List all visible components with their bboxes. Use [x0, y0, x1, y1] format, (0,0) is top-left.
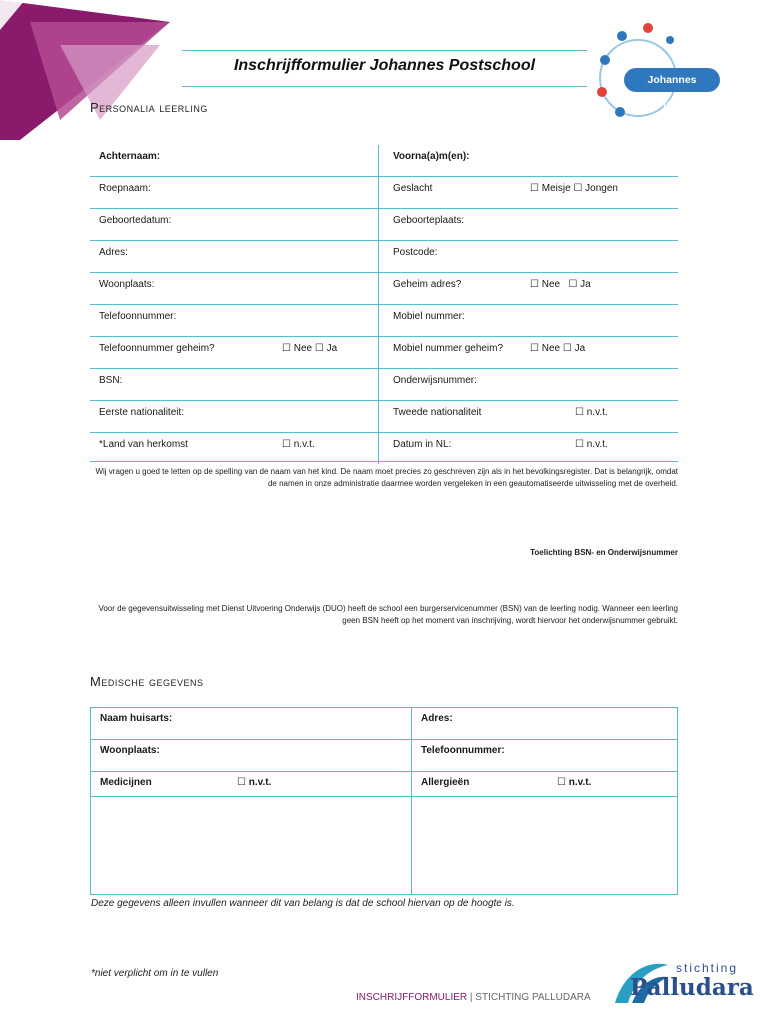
table-row[interactable]	[90, 433, 678, 464]
field-label: Voorna(a)m(en):	[393, 151, 470, 162]
title-line-bottom	[182, 86, 587, 87]
field-label: Geboorteplaats:	[393, 215, 465, 226]
toelichting-text: Voor de gegevensuitwisseling met Dienst Uitvoering Onderwijs (DUO) heeft de school een burgerservicenummer (BSN) van de leerling nodig. Wanneer een leerling geen BSN heeft op het moment van inschrijving, wordt hiervoor het onderwijsnummer gebruikt.	[98, 604, 678, 625]
footer-label	[356, 992, 591, 1003]
palludara-logo-small: stichting	[676, 961, 739, 975]
personalia-table	[90, 145, 678, 464]
optional-note: *niet verplicht om in te vullen	[91, 968, 219, 979]
palludara-logo-big: Palludara	[630, 974, 754, 1001]
medical-table	[90, 707, 678, 895]
medication-checkbox[interactable]: ☐ n.v.t.	[237, 777, 272, 788]
gender-checkboxes[interactable]: ☐ Meisje ☐ Jongen	[530, 183, 618, 194]
allergy-checkbox[interactable]: ☐ n.v.t.	[557, 777, 592, 788]
toelichting-title: Toelichting BSN- en Onderwijsnummer	[530, 548, 678, 557]
field-label: Adres:	[99, 247, 128, 258]
section-heading-medisch: Medische gegevens	[90, 674, 204, 689]
footer-org-label: STICHTING PALLUDARA	[475, 992, 591, 1003]
title-line-top	[182, 50, 587, 51]
field-label: Roepnaam:	[99, 183, 151, 194]
date-in-nl-checkbox[interactable]: ☐ n.v.t.	[575, 439, 608, 450]
corner-decoration	[0, 0, 200, 140]
field-label: Onderwijsnummer:	[393, 375, 477, 386]
field-label: Telefoonnummer geheim?	[99, 343, 215, 354]
field-label: Tweede nationaliteit	[393, 407, 482, 418]
school-logo-text: Johannes Postschool	[624, 68, 720, 92]
field-label: Datum in NL:	[393, 439, 452, 450]
field-label: Postcode:	[393, 247, 438, 258]
page-title: Inschrijfformulier Johannes Postschool	[233, 57, 536, 74]
table-row[interactable]	[90, 337, 678, 369]
table-bottom-line	[90, 461, 678, 462]
secret-address-checkboxes[interactable]: ☐ Nee ☐ Ja	[530, 279, 591, 290]
phone-secret-checkboxes[interactable]: ☐ Nee ☐ Ja	[282, 343, 338, 354]
table-row[interactable]	[90, 401, 678, 433]
field-label: Woonplaats:	[99, 279, 155, 290]
second-nationality-checkbox[interactable]: ☐ n.v.t.	[575, 407, 608, 418]
field-label: Woonplaats:	[100, 745, 160, 756]
table-row[interactable]	[90, 369, 678, 401]
spelling-note: Wij vragen u goed te letten op de spelling van de naam van het kind. De naam moet precies zo geschreven zijn als in het bevolkingsregister. Dat is belangrijk, omdat de namen in onze administratie daarmee worden vergeleken in een geautomatiseerde uitwisseling met de overheid.	[95, 467, 678, 488]
table-row[interactable]	[90, 209, 678, 241]
section-heading-personalia: Personalia leerling	[90, 100, 208, 115]
field-label: Mobiel nummer geheim?	[393, 343, 504, 354]
field-label: *Land van herkomst	[99, 439, 188, 450]
footer-doc-label: INSCHRIJFFORMULIER	[356, 992, 468, 1003]
table-row[interactable]	[90, 241, 678, 273]
table-row[interactable]	[91, 708, 677, 740]
table-row[interactable]	[91, 740, 677, 772]
field-label: Geslacht	[393, 183, 433, 194]
table-row[interactable]	[90, 273, 678, 305]
row-line	[91, 796, 677, 797]
field-label: Mobiel nummer:	[393, 311, 465, 322]
school-logo	[590, 20, 730, 120]
field-label: BSN:	[99, 375, 123, 386]
mobile-secret-checkboxes[interactable]: ☐ Nee ☐ Ja	[530, 343, 586, 354]
palludara-logo	[610, 955, 754, 1005]
field-label: Allergieën	[421, 777, 470, 788]
table-row[interactable]	[90, 145, 678, 177]
table-row[interactable]	[90, 177, 678, 209]
field-label: Achternaam:	[99, 151, 161, 162]
field-label: Telefoonnummer:	[421, 745, 505, 756]
table-row[interactable]	[91, 772, 677, 896]
field-label: Eerste nationaliteit:	[99, 407, 185, 418]
medical-note: Deze gegevens alleen invullen wanneer dit van belang is dat de school hiervan op de hoogte is.	[91, 898, 515, 909]
field-label: Naam huisarts:	[100, 713, 173, 724]
footer-separator: |	[469, 992, 473, 1003]
field-label: Adres:	[421, 713, 453, 724]
table-row[interactable]	[90, 305, 678, 337]
field-label: Medicijnen	[100, 777, 152, 788]
field-label: Telefoonnummer:	[99, 311, 177, 322]
field-label: Geboortedatum:	[99, 215, 172, 226]
field-label: Geheim adres?	[393, 279, 462, 290]
country-origin-checkbox[interactable]: ☐ n.v.t.	[282, 439, 315, 450]
